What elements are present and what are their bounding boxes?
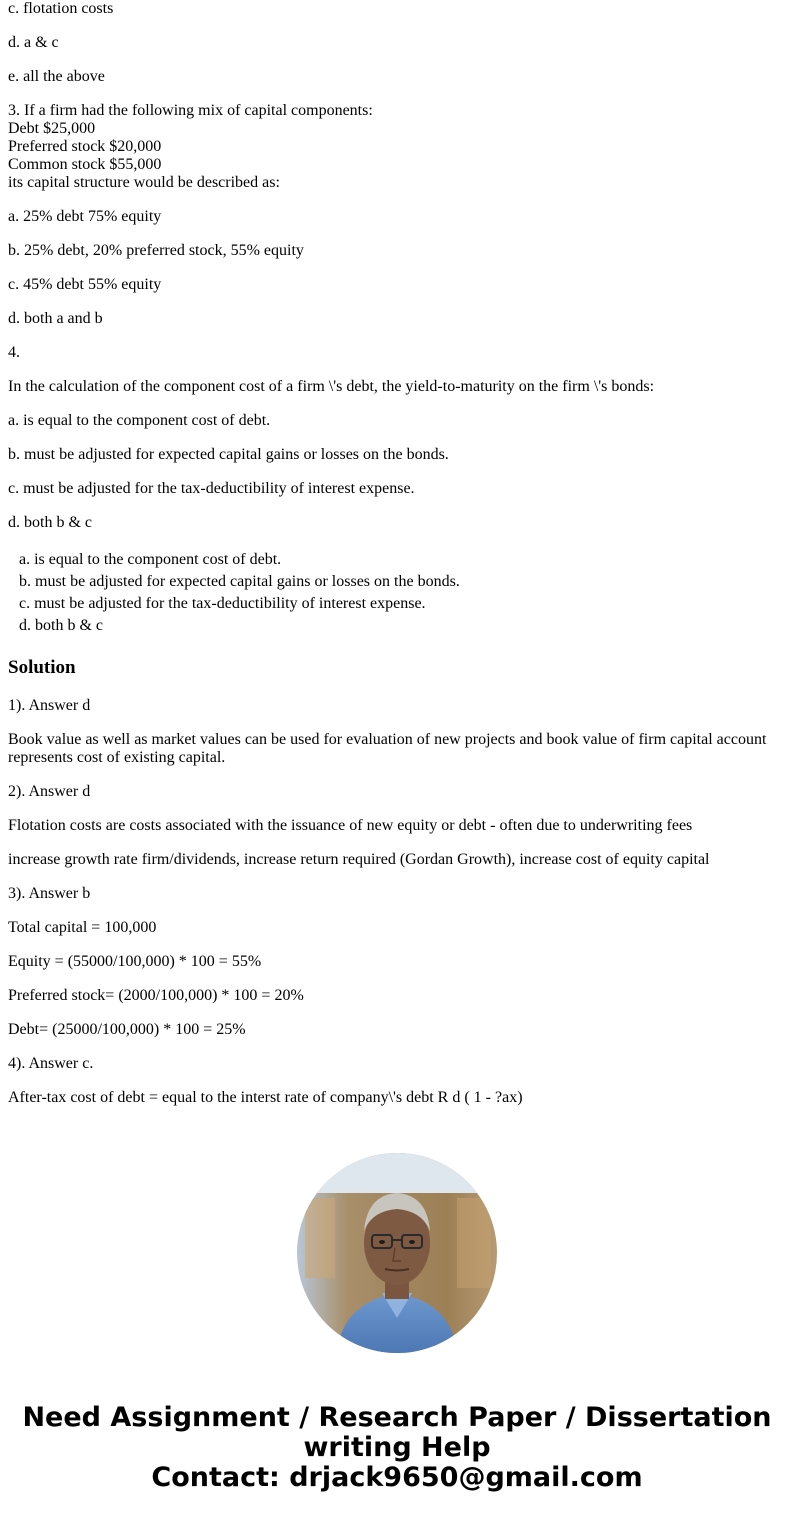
q4-option-d: d. both b & c bbox=[8, 514, 92, 531]
answer-3-debt: Debt= (25000/100,000) * 100 = 25% bbox=[8, 1021, 246, 1038]
q4-list-item-d: d. both b & c bbox=[19, 617, 103, 634]
q2-option-c: c. flotation costs bbox=[8, 0, 114, 17]
q3-debt: Debt $25,000 bbox=[8, 120, 96, 137]
q3-stem: 3. If a firm had the following mix of capital components: bbox=[8, 102, 373, 119]
banner-contact-email: Contact: drjack9650@gmail.com bbox=[151, 1462, 643, 1493]
answer-3-equity: Equity = (55000/100,000) * 100 = 55% bbox=[8, 953, 262, 970]
answer-3: 3). Answer b bbox=[8, 885, 91, 902]
answer-4: 4). Answer c. bbox=[8, 1055, 94, 1072]
answer-2-explanation-2: increase growth rate firm/dividends, increase return required (Gordan Growth), increase cost of equity capital bbox=[8, 851, 710, 868]
contact-banner bbox=[0, 1403, 794, 1493]
q3-option-d: d. both a and b bbox=[8, 310, 103, 327]
answer-3-preferred: Preferred stock= (2000/100,000) * 100 = 20% bbox=[8, 987, 304, 1004]
q4-list-item-a: a. is equal to the component cost of debt. bbox=[19, 551, 282, 568]
q4-option-c: c. must be adjusted for the tax-deductibility of interest expense. bbox=[8, 480, 415, 497]
banner-line-2: writing Help bbox=[303, 1432, 491, 1463]
author-avatar bbox=[297, 1153, 497, 1353]
q4-number: 4. bbox=[8, 344, 20, 361]
answer-2: 2). Answer d bbox=[8, 783, 91, 800]
solution-heading: Solution bbox=[8, 657, 76, 678]
q4-stem: In the calculation of the component cost of a firm \'s debt, the yield-to-maturity on the firm \'s bonds: bbox=[8, 378, 655, 395]
answer-1-explanation: Book value as well as market values can be used for evaluation of new projects and book value of firm capital account represents cost of existing capital. bbox=[8, 731, 767, 766]
answer-3-total: Total capital = 100,000 bbox=[8, 919, 157, 936]
q3-option-c: c. 45% debt 55% equity bbox=[8, 276, 162, 293]
q4-list-item-b: b. must be adjusted for expected capital gains or losses on the bonds. bbox=[19, 573, 460, 590]
author-portrait-image bbox=[297, 1153, 497, 1353]
q2-option-e: e. all the above bbox=[8, 68, 105, 85]
answer-4-explanation: After-tax cost of debt = equal to the interst rate of company\'s debt R d ( 1 - ?ax) bbox=[8, 1089, 523, 1106]
q3-common: Common stock $55,000 bbox=[8, 156, 162, 173]
banner-line-1: Need Assignment / Research Paper / Dissertation bbox=[22, 1402, 772, 1433]
q3-tail: its capital structure would be described as: bbox=[8, 174, 280, 191]
q3-option-a: a. 25% debt 75% equity bbox=[8, 208, 162, 225]
q4-option-b: b. must be adjusted for expected capital gains or losses on the bonds. bbox=[8, 446, 449, 463]
q3-option-b: b. 25% debt, 20% preferred stock, 55% equity bbox=[8, 242, 304, 259]
q4-list-item-c: c. must be adjusted for the tax-deductibility of interest expense. bbox=[19, 595, 426, 612]
answer-1: 1). Answer d bbox=[8, 697, 91, 714]
q4-option-a: a. is equal to the component cost of debt. bbox=[8, 412, 271, 429]
q3-preferred: Preferred stock $20,000 bbox=[8, 138, 162, 155]
answer-2-explanation-1: Flotation costs are costs associated with the issuance of new equity or debt - often due to underwriting fees bbox=[8, 817, 693, 834]
q2-option-d: d. a & c bbox=[8, 34, 59, 51]
